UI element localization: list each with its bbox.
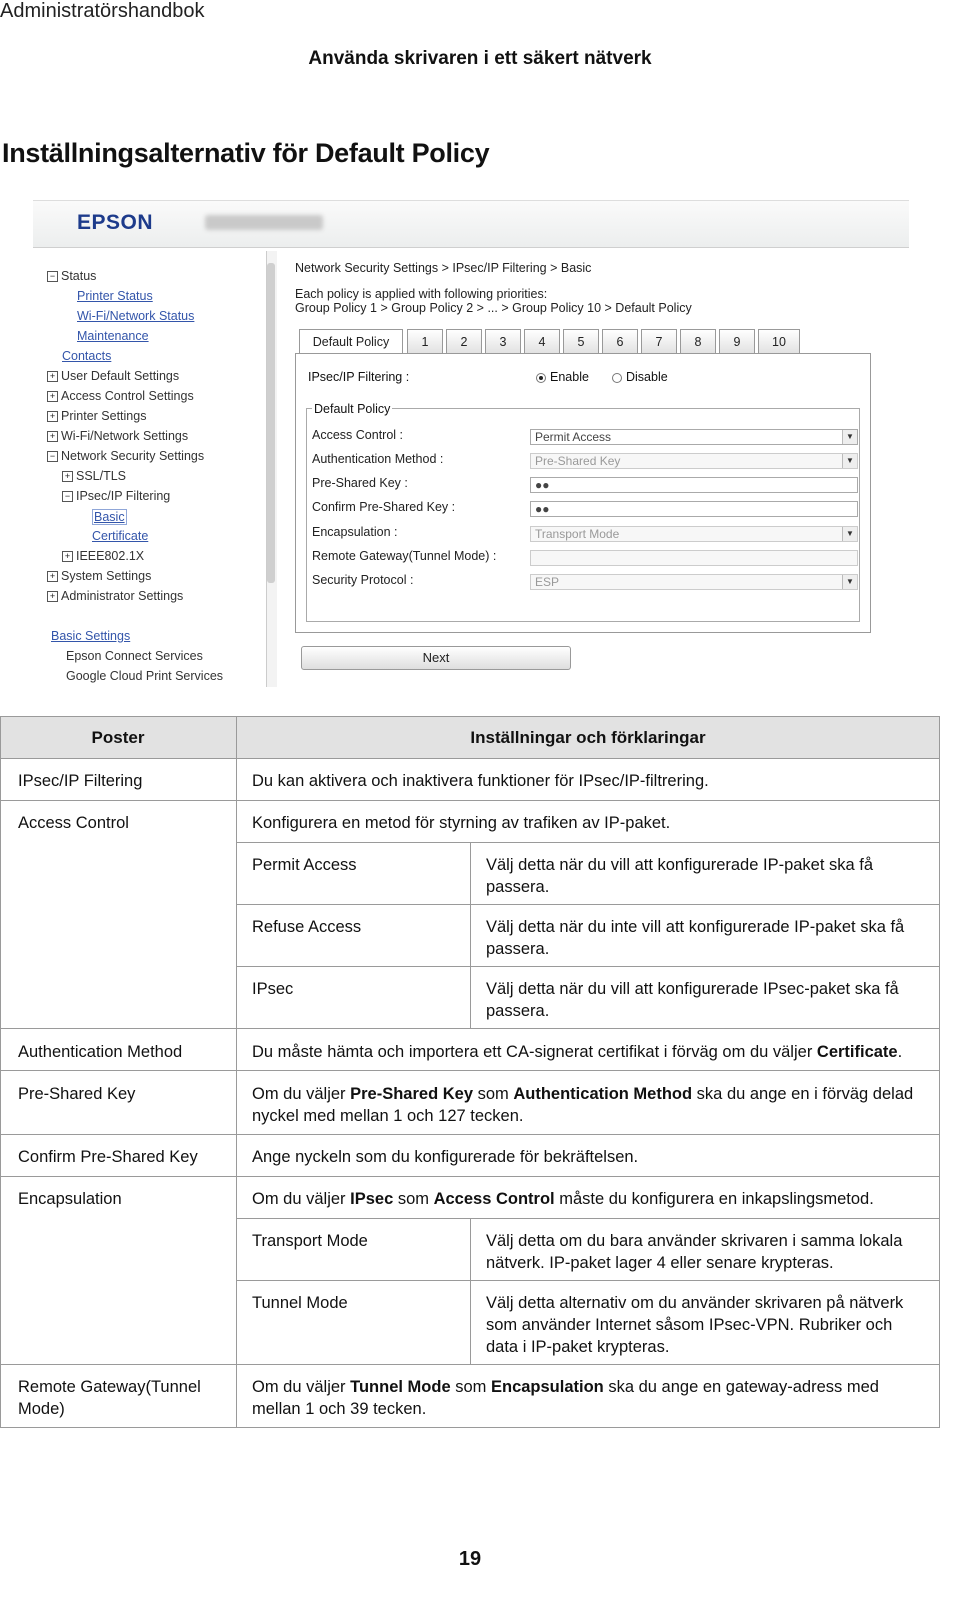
screenshot-top-bar: [33, 201, 909, 248]
dropdown-arrow-icon: ▼: [842, 575, 857, 589]
tab-2[interactable]: 2: [446, 329, 482, 353]
epson-logo: EPSON: [77, 211, 154, 234]
item-encapsulation: Encapsulation: [18, 1190, 122, 1208]
option-transport-mode: Transport Mode: [252, 1232, 368, 1250]
nav-item-ieee8021x[interactable]: + IEEE802.1X: [62, 549, 144, 563]
nav-item-ipsec-ip-filtering[interactable]: − IPsec/IP Filtering: [62, 489, 170, 503]
collapse-icon: −: [62, 491, 73, 502]
desc-permit-access: Välj detta när du vill att konfigurerade IP-paket ska få passera.: [486, 856, 874, 896]
tab-default-policy[interactable]: Default Policy: [299, 329, 403, 353]
expand-icon: +: [47, 591, 58, 602]
nav-item-system-settings[interactable]: + System Settings: [47, 569, 151, 583]
column-header-settings: Inställningar och förklaringar: [470, 728, 706, 747]
radio-disable[interactable]: Disable: [612, 370, 668, 384]
tab-7[interactable]: 7: [641, 329, 677, 353]
expand-icon: +: [47, 431, 58, 442]
desc-ipsec: Välj detta när du vill att konfigurerade IPsec-paket ska få passera.: [486, 980, 899, 1020]
priority-text: Each policy is applied with following priorities:: [295, 287, 548, 301]
tab-8[interactable]: 8: [680, 329, 716, 353]
section-header: Använda skrivaren i ett säkert nätverk: [308, 48, 652, 69]
nav-item-printer-status[interactable]: Printer Status: [77, 289, 153, 303]
nav-item-ssl-tls[interactable]: + SSL/TLS: [62, 469, 126, 483]
dropdown-arrow-icon: ▼: [842, 527, 857, 541]
nav-item-maintenance[interactable]: Maintenance: [77, 329, 149, 343]
settings-table: [0, 716, 940, 1428]
tab-10[interactable]: 10: [758, 329, 800, 353]
access-control-label: Access Control :: [312, 428, 404, 442]
nav-item-certificate[interactable]: Certificate: [92, 529, 149, 543]
remote-gateway-label: Remote Gateway(Tunnel Mode) :: [312, 549, 497, 563]
nav-item-access-control-settings[interactable]: + Access Control Settings: [47, 389, 194, 403]
authentication-method-label: Authentication Method :: [312, 452, 444, 466]
item-pre-shared-key: Pre-Shared Key: [18, 1085, 136, 1103]
expand-icon: +: [47, 571, 58, 582]
nav-item-user-default-settings[interactable]: + User Default Settings: [47, 369, 179, 383]
screenshot-breadcrumb: Network Security Settings > IPsec/IP Filtering > Basic: [295, 261, 592, 275]
encapsulation-select[interactable]: Transport Mode ▼: [530, 526, 858, 542]
tab-6[interactable]: 6: [602, 329, 638, 353]
option-permit-access: Permit Access: [252, 856, 357, 874]
item-remote-gateway: Remote Gateway(Tunnel Mode): [18, 1378, 201, 1418]
expand-icon: +: [62, 471, 73, 482]
nav-item-status[interactable]: − Status: [47, 269, 96, 283]
security-protocol-label: Security Protocol :: [312, 573, 414, 587]
priority-order-text: Group Policy 1 > Group Policy 2 > ... > Group Policy 10 > Default Policy: [295, 301, 692, 315]
settings-screenshot: [33, 200, 909, 691]
nav-item-epson-connect-services[interactable]: Epson Connect Services: [66, 649, 203, 663]
desc-authentication-method: Du måste hämta och importera ett CA-signerat certifikat i förväg om du väljer Certificate.: [252, 1043, 903, 1061]
nav-item-wifi-network-settings[interactable]: + Wi-Fi/Network Settings: [47, 429, 188, 443]
dropdown-arrow-icon: ▼: [842, 454, 857, 468]
desc-pre-shared-key: Om du väljer Pre-Shared Key som Authentication Method ska du ange en i förväg delad nyckel med mellan 1 och 127 tecken.: [252, 1085, 914, 1125]
option-ipsec: IPsec: [252, 980, 294, 998]
item-confirm-pre-shared-key: Confirm Pre-Shared Key: [18, 1148, 198, 1166]
document-header: Administratörshandbok: [0, 0, 205, 22]
desc-transport-mode: Välj detta om du bara använder skrivaren i samma lokala nätverk. IP-paket lager 4 eller senare krypteras.: [486, 1232, 903, 1272]
desc-tunnel-mode: Välj detta alternativ om du använder skrivaren på nätverk som använder Internet såsom IPsec-VPN. Rubriker och data i IP-paket krypteras.: [486, 1294, 904, 1356]
column-header-items: Poster: [91, 728, 145, 747]
pre-shared-key-label: Pre-Shared Key :: [312, 476, 408, 490]
desc-refuse-access: Välj detta när du inte vill att konfigurerade IP-paket ska få passera.: [486, 918, 905, 958]
desc-access-control: Konfigurera en metod för styrning av trafiken av IP-paket.: [252, 814, 671, 832]
next-button[interactable]: Next: [301, 646, 571, 670]
radio-unselected-icon: [612, 373, 622, 383]
encapsulation-label: Encapsulation :: [312, 525, 398, 539]
pre-shared-key-input[interactable]: ●●: [530, 477, 858, 493]
tab-5[interactable]: 5: [563, 329, 599, 353]
desc-confirm-pre-shared-key: Ange nyckeln som du konfigurerade för bekräftelsen.: [252, 1148, 639, 1166]
remote-gateway-input[interactable]: [530, 550, 858, 566]
item-authentication-method: Authentication Method: [18, 1043, 183, 1061]
access-control-select[interactable]: Permit Access ▼: [530, 429, 858, 445]
page-title: Inställningsalternativ för Default Policy: [2, 138, 490, 168]
page-number: 19: [458, 1548, 482, 1570]
filtering-label: IPsec/IP Filtering :: [308, 370, 410, 384]
nav-scrollbar-thumb[interactable]: [267, 263, 275, 583]
expand-icon: +: [47, 371, 58, 382]
tab-1[interactable]: 1: [407, 329, 443, 353]
fieldset-legend: Default Policy: [314, 402, 391, 416]
collapse-icon: −: [47, 271, 58, 282]
nav-item-basic[interactable]: Basic: [94, 510, 125, 524]
expand-icon: +: [47, 391, 58, 402]
tab-3[interactable]: 3: [485, 329, 521, 353]
tab-4[interactable]: 4: [524, 329, 560, 353]
security-protocol-select[interactable]: ESP ▼: [530, 574, 858, 590]
expand-icon: +: [47, 411, 58, 422]
table-header: [0, 716, 940, 758]
nav-item-contacts[interactable]: Contacts: [62, 349, 112, 363]
collapse-icon: −: [47, 451, 58, 462]
model-name-blurred: [205, 215, 323, 230]
option-refuse-access: Refuse Access: [252, 918, 362, 936]
item-access-control: Access Control: [18, 814, 129, 832]
confirm-pre-shared-key-input[interactable]: ●●: [530, 501, 858, 517]
authentication-method-select[interactable]: Pre-Shared Key ▼: [530, 453, 858, 469]
radio-selected-icon: [536, 373, 546, 383]
desc-encapsulation: Om du väljer IPsec som Access Control måste du konfigurera en inkapslingsmetod.: [252, 1190, 874, 1208]
policy-panel: [295, 353, 871, 633]
nav-item-basic-settings[interactable]: Basic Settings: [51, 629, 131, 643]
desc-remote-gateway: Om du väljer Tunnel Mode som Encapsulation ska du ange en gateway-adress med mellan 1 och 39 tecken.: [252, 1378, 879, 1418]
nav-item-wifi-network-status[interactable]: Wi-Fi/Network Status: [77, 309, 195, 323]
nav-item-administrator-settings[interactable]: + Administrator Settings: [47, 589, 183, 603]
dropdown-arrow-icon: ▼: [842, 430, 857, 444]
confirm-pre-shared-key-label: Confirm Pre-Shared Key :: [312, 500, 456, 514]
nav-item-google-cloud-print-services[interactable]: Google Cloud Print Services: [66, 669, 224, 683]
item-ipsec-ip-filtering: IPsec/IP Filtering: [18, 772, 143, 790]
tab-9[interactable]: 9: [719, 329, 755, 353]
nav-item-printer-settings[interactable]: + Printer Settings: [47, 409, 146, 423]
desc-ipsec-ip-filtering: Du kan aktivera och inaktivera funktioner för IPsec/IP-filtrering.: [252, 772, 709, 790]
nav-item-network-security-settings[interactable]: − Network Security Settings: [47, 449, 204, 463]
expand-icon: +: [62, 551, 73, 562]
radio-enable[interactable]: Enable: [536, 370, 589, 384]
option-tunnel-mode: Tunnel Mode: [252, 1294, 348, 1312]
